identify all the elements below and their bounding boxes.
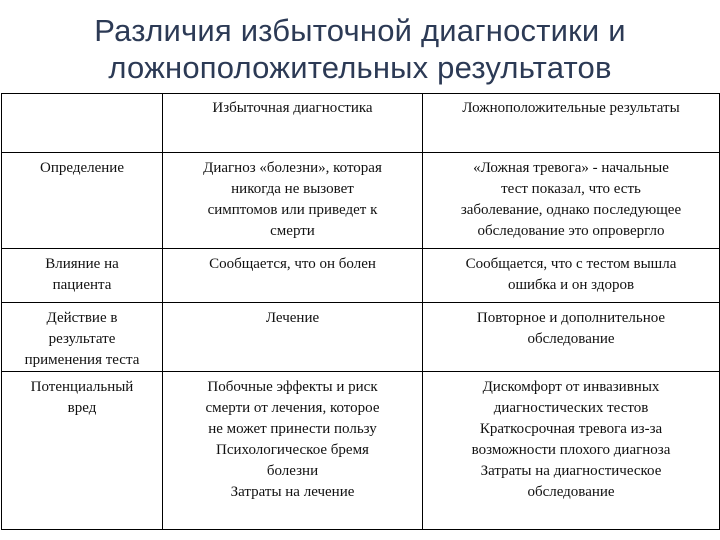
row-label: [2, 303, 163, 372]
cell-line: Лечение: [265, 310, 320, 326]
cell-line: обследование: [527, 331, 615, 347]
slide-title: [0, 12, 720, 86]
cell-line: смерти от лечения, которое: [205, 400, 380, 416]
header-cell-overdiagnosis: Избыточная диагностика: [163, 94, 423, 153]
row-label: [2, 153, 163, 249]
cell-line: пациента: [52, 277, 112, 293]
table-row: [2, 249, 720, 303]
row-label: [2, 249, 163, 303]
cell-line: «Ложная тревога» - начальные: [473, 160, 669, 176]
cell-line: Побочные эффекты и риск: [207, 379, 378, 395]
cell-line: Дискомфорт от инвазивных: [482, 379, 660, 395]
cell-line: Краткосрочная тревога из-за: [479, 421, 663, 437]
cell-line: тест показал, что есть: [501, 181, 641, 197]
cell-line: Затраты на лечение: [230, 484, 355, 500]
cell-line: вред: [67, 400, 97, 416]
cell-line: применения теста: [24, 352, 140, 368]
overdiagnosis-cell: [163, 372, 423, 530]
cell-line: Сообщается, что с тестом вышла: [465, 256, 677, 272]
comparison-table: [1, 93, 720, 530]
overdiagnosis-cell: [163, 249, 423, 303]
cell-line: ошибка и он здоров: [507, 277, 635, 293]
false-positive-cell: [423, 153, 720, 249]
cell-line: Потенциальный: [30, 379, 134, 395]
false-positive-cell: [423, 303, 720, 372]
overdiagnosis-cell: [163, 153, 423, 249]
cell-line: обследование: [527, 484, 615, 500]
cell-line: Психологическое бремя: [216, 442, 369, 458]
false-positive-cell: [423, 372, 720, 530]
cell-line: смерти: [270, 223, 315, 239]
row-label: [2, 372, 163, 530]
cell-line: болезни: [266, 463, 319, 479]
cell-line: заболевание, однако последующее: [460, 202, 682, 218]
cell-line: Действие в: [46, 310, 118, 326]
cell-line: симптомов или приведет к: [207, 202, 378, 218]
table-row: [2, 303, 720, 372]
cell-line: диагностических тестов: [493, 400, 649, 416]
table-row: [2, 372, 720, 530]
cell-line: Диагноз «болезни», которая: [203, 160, 382, 176]
table-header-row: [2, 94, 720, 153]
cell-line: Затраты на диагностическое: [480, 463, 662, 479]
overdiagnosis-cell: [163, 303, 423, 372]
title-line-1: Различия избыточной диагностики и: [94, 13, 626, 48]
table-row: [2, 153, 720, 249]
cell-line: никогда не вызовет: [231, 181, 354, 197]
cell-line: Повторное и дополнительное: [476, 310, 666, 326]
cell-line: Влияние на: [45, 256, 119, 272]
false-positive-cell: [423, 249, 720, 303]
header-cell-false-positive: Ложноположительные результаты: [423, 94, 720, 153]
cell-line: возможности плохого диагноза: [471, 442, 671, 458]
header-cell-empty: [2, 94, 163, 153]
cell-line: Определение: [40, 160, 124, 176]
cell-line: обследование это опровергло: [477, 223, 665, 239]
cell-line: Сообщается, что он болен: [209, 256, 376, 272]
cell-line: не может принести пользу: [208, 421, 377, 437]
title-line-2: ложноположительных результатов: [108, 50, 612, 85]
cell-line: результате: [48, 331, 116, 347]
